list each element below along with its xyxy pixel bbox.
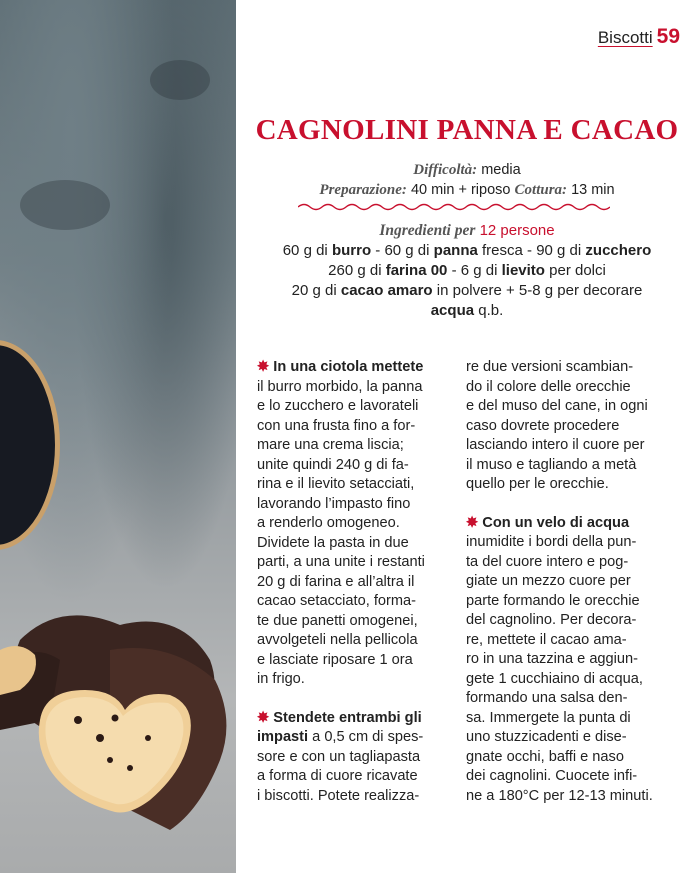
step-2-title-cont: impasti [257, 729, 309, 745]
step-2-continued-body [466, 358, 656, 495]
step-2-lead [257, 709, 442, 729]
ingredient-text: per dolci [544, 262, 606, 279]
text-line: mare una crema liscia; [257, 437, 404, 453]
section-header [598, 25, 680, 49]
ingredient-line-3 [236, 282, 698, 299]
wavy-divider [298, 202, 610, 212]
cookies-illustration [0, 0, 236, 873]
prep-value: 40 min + riposo [410, 182, 511, 198]
ingredient-text: in polvere + 5-8 g per decorare [432, 282, 643, 299]
bullet-icon: ✸ [257, 359, 270, 375]
text-line: parte formando le orecchie [466, 592, 640, 609]
ingredient-line-4 [236, 302, 698, 319]
ingredient-water: acqua [430, 302, 475, 319]
text-line: a forma di cuore ricavate [257, 768, 418, 784]
text-line: lavorando l’impasto fino [257, 495, 411, 512]
ingredient-text: 260 g di [328, 262, 386, 279]
recipe-title: CAGNOLINI PANNA E CACAO [255, 114, 679, 146]
text-line: do il colore delle orecchie [466, 378, 631, 395]
text-line: il burro morbido, la panna [257, 378, 423, 395]
ingredient-text: 20 g di [291, 282, 341, 299]
text-line: rina e il lievito setacciati, [257, 476, 415, 492]
ingredient-sugar: zucchero [585, 242, 652, 259]
ingredient-flour: farina 00 [385, 262, 448, 279]
text-line: 20 g di farina e all’altra il [257, 573, 415, 590]
step-2-continued [466, 358, 656, 495]
ingredient-text: - 60 g di [371, 242, 434, 259]
step-2-body [257, 748, 442, 807]
ingredient-text: q.b. [474, 302, 504, 319]
ingredient-text: - 6 g di [447, 262, 502, 279]
instructions-column-2 [466, 358, 656, 806]
step-3-body [466, 533, 656, 806]
text-line: uno stuzzicadenti e dise- [466, 729, 627, 745]
time-line [236, 182, 698, 199]
text-line: e del muso del cane, in ogni [466, 398, 648, 414]
text-line: lasciando intero il cuore per [466, 437, 645, 453]
step-2-text: a 0,5 cm di spes- [308, 729, 424, 745]
text-line: con una frusta fino a for- [257, 417, 416, 434]
text-line: sa. Immergete la punta di [466, 709, 631, 726]
section-label: Biscotti [597, 28, 653, 47]
text-line: dei cagnolini. Cuocete infi- [466, 768, 638, 784]
instructions-column-1 [257, 358, 442, 806]
text-line: caso dovrete procedere [466, 417, 620, 434]
step-3-lead [466, 514, 656, 534]
step-1-title: In una ciotola mettete [273, 359, 424, 375]
step-2 [257, 709, 442, 807]
text-line: ne a 180°C per 12-13 minuti. [466, 787, 653, 804]
text-line: formando una salsa den- [466, 690, 628, 706]
text-line: avvolgeteli nella pellicola [257, 632, 418, 648]
ingredient-yeast: lievito [501, 262, 545, 279]
ingredients-heading [236, 222, 698, 240]
text-line: a renderlo omogeneo. [257, 515, 400, 531]
prep-label: Preparazione: [319, 182, 407, 198]
ingredient-cream: panna [433, 242, 478, 259]
ingredient-line-1 [236, 242, 698, 259]
difficulty-line [236, 162, 698, 179]
bullet-icon: ✸ [257, 709, 270, 726]
text-line: gete 1 cucchiaino di acqua, [466, 670, 643, 687]
text-line: re due versioni scambian- [466, 359, 634, 375]
ingredient-line-2 [236, 262, 698, 279]
cook-value: 13 min [571, 182, 615, 198]
text-line: unite quindi 240 g di fa- [257, 456, 409, 473]
text-line: re, mettete il cacao ama- [466, 631, 627, 648]
ingredient-text: fresca - 90 g di [477, 242, 586, 259]
text-line: sore e con un tagliapasta [257, 748, 421, 765]
text-line: in frigo. [257, 671, 305, 687]
page-number: 59 [656, 25, 680, 48]
text-line: inumidite i bordi della pun- [466, 534, 637, 550]
bullet-icon: ✸ [466, 514, 479, 531]
text-line: te due panetti omogenei, [257, 612, 418, 629]
recipe-photo [0, 0, 236, 873]
text-line: del cagnolino. Per decora- [466, 612, 637, 628]
text-line: parti, a una unite i restanti [257, 554, 425, 570]
text-line: Dividete la pasta in due [257, 534, 409, 551]
step-1-body [257, 378, 442, 690]
text-line: cacao setacciato, forma- [257, 593, 416, 609]
step-3 [466, 514, 656, 807]
cook-label: Cottura: [514, 182, 568, 198]
ingredients-label: Ingredienti per [379, 222, 476, 239]
text-line: e lasciate riposare 1 ora [257, 651, 413, 668]
text-line: e lo zucchero e lavorateli [257, 398, 419, 414]
text-line: i biscotti. Potete realizza- [257, 787, 420, 804]
step-1-lead [257, 358, 442, 378]
text-line: gnate occhi, baffi e naso [466, 748, 624, 765]
text-line: quello per le orecchie. [466, 476, 609, 492]
step-2-title: Stendete entrambi gli [273, 709, 422, 726]
servings: 12 persone [479, 222, 555, 239]
text-line: il muso e tagliando a metà [466, 456, 637, 473]
difficulty-value: media [481, 162, 521, 178]
text-line: giate un mezzo cuore per [466, 573, 631, 589]
step-3-title: Con un velo di acqua [482, 514, 630, 531]
text-line: ro in una tazzina e aggiun- [466, 651, 638, 667]
ingredient-cocoa: cacao amaro [340, 282, 433, 299]
ingredient-butter: burro [331, 242, 372, 259]
difficulty-label: Difficoltà: [413, 162, 478, 178]
step-2-line [257, 728, 442, 748]
ingredient-text: 60 g di [282, 242, 332, 259]
text-line: ta del cuore intero e pog- [466, 553, 629, 570]
step-1 [257, 358, 442, 690]
